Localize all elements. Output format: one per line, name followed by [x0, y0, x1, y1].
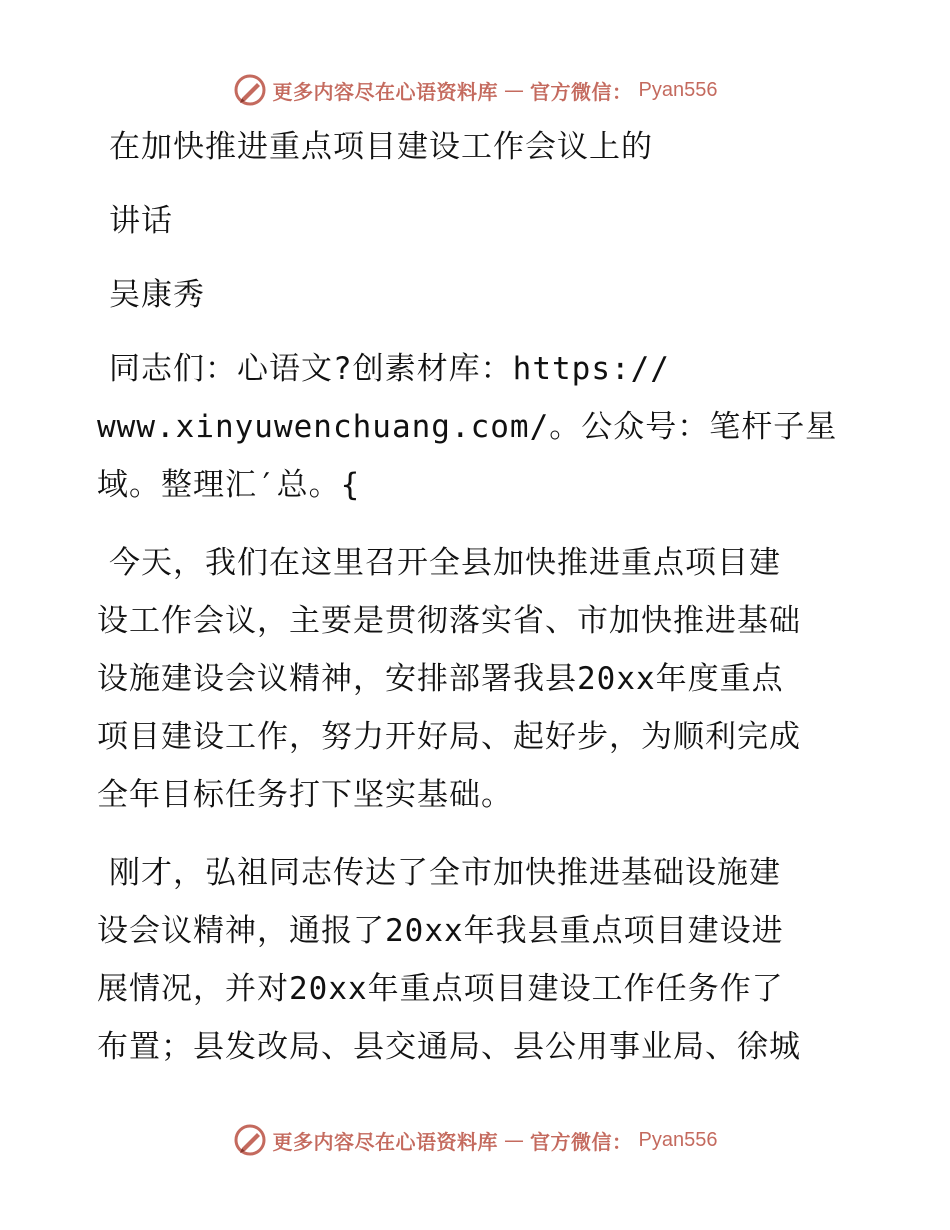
paragraph-line: 设会议精神，通报了20xx年我县重点项目建设进	[97, 913, 784, 949]
watermark-dash: —	[504, 1128, 525, 1152]
pen-logo-icon	[233, 1123, 267, 1157]
watermark-dash: —	[504, 78, 525, 102]
paragraph-1	[97, 534, 857, 824]
paragraph-line: 项目建设工作，努力开好局、起好步，为顺利完成	[97, 719, 801, 755]
document-body	[97, 120, 857, 1076]
author: 吴康秀	[109, 277, 205, 313]
pen-logo-icon	[233, 73, 267, 107]
salutation-line: 同志们：心语文?创素材库：https://	[109, 351, 670, 387]
paragraph-line: 设工作会议，主要是贯彻落实省、市加快推进基础	[97, 603, 801, 639]
title-line-1: 在加快推进重点项目建设工作会议上的	[109, 129, 653, 165]
watermark-official: 官方微信：	[530, 79, 633, 104]
paragraph-2	[97, 844, 857, 1076]
paragraph-line: 全年目标任务打下坚实基础。	[97, 777, 513, 813]
paragraph-line: 今天，我们在这里召开全县加快推进重点项目建	[109, 545, 781, 581]
salutation-line: 域。整理汇′总。{	[97, 467, 361, 503]
watermark-id: Pyan556	[638, 1128, 718, 1151]
salutation	[97, 340, 857, 514]
watermark-text: 更多内容尽在心语资料库	[272, 79, 499, 104]
title-line-2: 讲话	[109, 203, 173, 239]
paragraph-line: 刚才，弘祖同志传达了全市加快推进基础设施建	[109, 855, 781, 891]
footer-watermark	[0, 1120, 950, 1160]
header-watermark	[0, 70, 950, 110]
salutation-line: www.xinyuwenchuang.com/。公众号：笔杆子星	[97, 409, 838, 445]
watermark-official: 官方微信：	[530, 1129, 633, 1154]
paragraph-line: 设施建设会议精神，安排部署我县20xx年度重点	[97, 661, 784, 697]
paragraph-line: 展情况，并对20xx年重点项目建设工作任务作了	[97, 971, 784, 1007]
watermark-text: 更多内容尽在心语资料库	[272, 1129, 499, 1154]
watermark-id: Pyan556	[638, 78, 718, 101]
paragraph-line: 布置；县发改局、县交通局、县公用事业局、徐城	[97, 1029, 801, 1065]
